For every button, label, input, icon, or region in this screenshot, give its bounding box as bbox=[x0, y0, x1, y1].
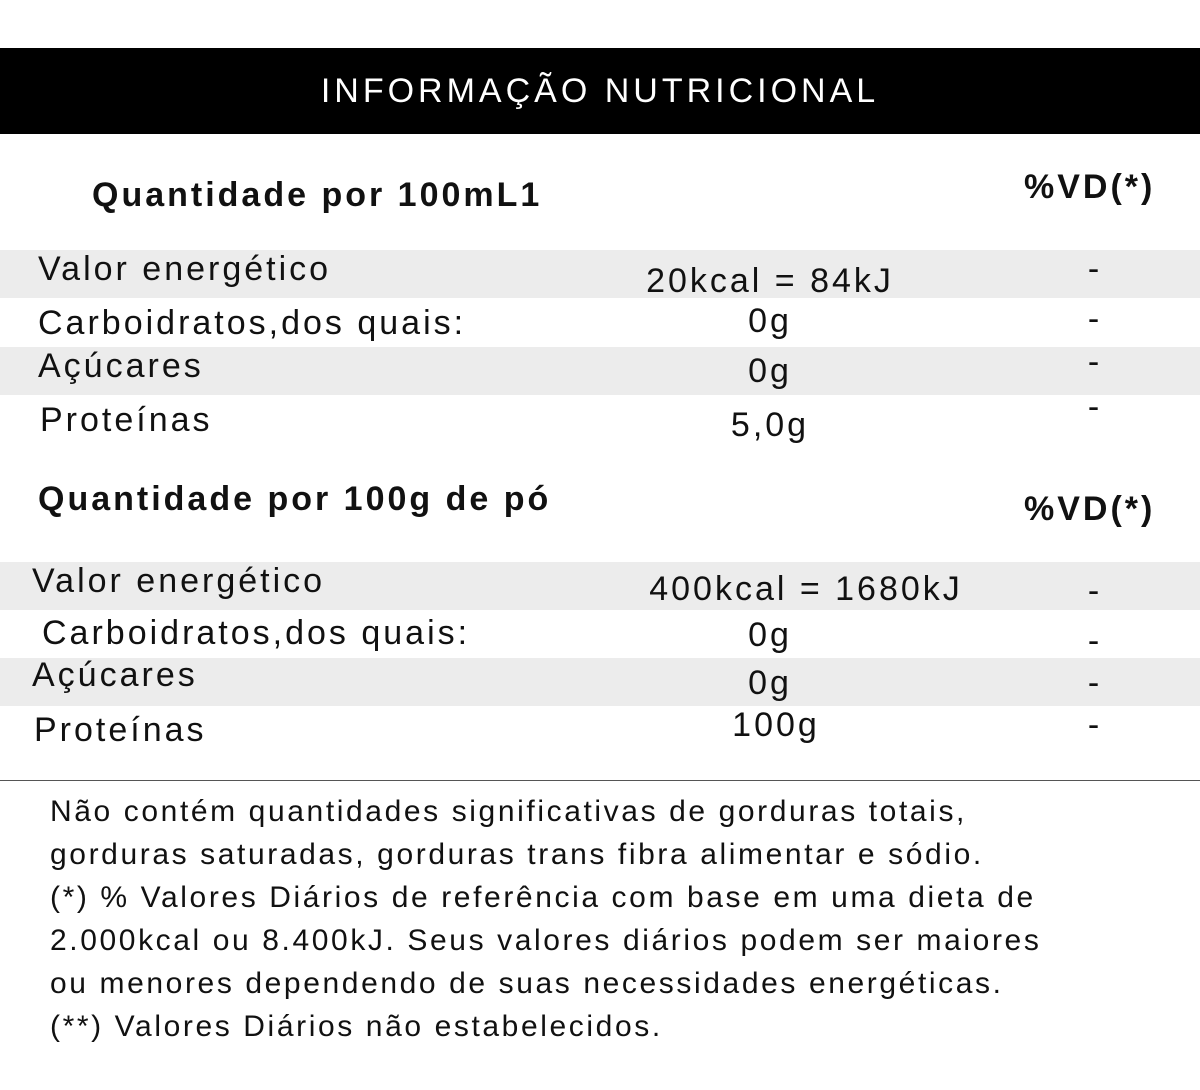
nutrient-label: Proteínas bbox=[34, 711, 207, 749]
nutrient-label: Valor energético bbox=[38, 250, 332, 288]
nutrient-value: 0g bbox=[748, 664, 792, 702]
header-title: INFORMAÇÃO NUTRICIONAL bbox=[320, 71, 880, 110]
footnote-divider bbox=[0, 780, 1200, 781]
nutrient-vd: - bbox=[1087, 250, 1103, 288]
nutrient-vd: - bbox=[1087, 343, 1103, 381]
nutrient-value: 0g bbox=[748, 616, 792, 654]
footnote-line: gorduras saturadas, gorduras trans fibra alimentar e sódio. bbox=[50, 838, 984, 871]
nutrient-vd: - bbox=[1087, 622, 1103, 660]
nutrient-value: 0g bbox=[748, 352, 792, 390]
footnote-line: ou menores dependendo de suas necessidades energéticas. bbox=[50, 967, 1004, 1000]
nutrient-vd: - bbox=[1087, 706, 1103, 744]
nutrient-label: Açúcares bbox=[32, 656, 198, 694]
section2-vd-header: %VD(*) bbox=[1024, 490, 1156, 528]
footnote-line: (*) % Valores Diários de referência com base em uma dieta de bbox=[50, 881, 1036, 914]
nutrient-value: 0g bbox=[748, 302, 792, 340]
nutrient-label: Carboidratos,dos quais: bbox=[38, 304, 467, 342]
nutrient-label: Proteínas bbox=[40, 401, 213, 439]
section1-vd-header: %VD(*) bbox=[1024, 168, 1156, 206]
nutrient-vd: - bbox=[1087, 388, 1103, 426]
footnote-line: (**) Valores Diários não estabelecidos. bbox=[50, 1010, 663, 1043]
nutrient-value: 400kcal = 1680kJ bbox=[649, 570, 963, 608]
nutrient-value: 20kcal = 84kJ bbox=[646, 262, 894, 300]
nutrient-vd: - bbox=[1087, 300, 1103, 338]
footnote bbox=[50, 790, 1170, 1048]
nutrient-value: 100g bbox=[732, 706, 820, 744]
nutrient-value: 5,0g bbox=[730, 406, 810, 444]
nutrient-vd: - bbox=[1087, 664, 1103, 702]
section1-title: Quantidade por 100mL1 bbox=[92, 176, 543, 214]
nutrient-label: Carboidratos,dos quais: bbox=[42, 614, 471, 652]
footnote-line: 2.000kcal ou 8.400kJ. Seus valores diários podem ser maiores bbox=[50, 924, 1042, 957]
nutrient-label: Açúcares bbox=[38, 347, 204, 385]
footnote-line: Não contém quantidades significativas de gorduras totais, bbox=[50, 795, 967, 828]
nutrient-vd: - bbox=[1087, 572, 1103, 610]
nutrition-header bbox=[0, 48, 1200, 134]
nutrient-label: Valor energético bbox=[32, 562, 326, 600]
section2-title: Quantidade por 100g de pó bbox=[38, 480, 552, 518]
